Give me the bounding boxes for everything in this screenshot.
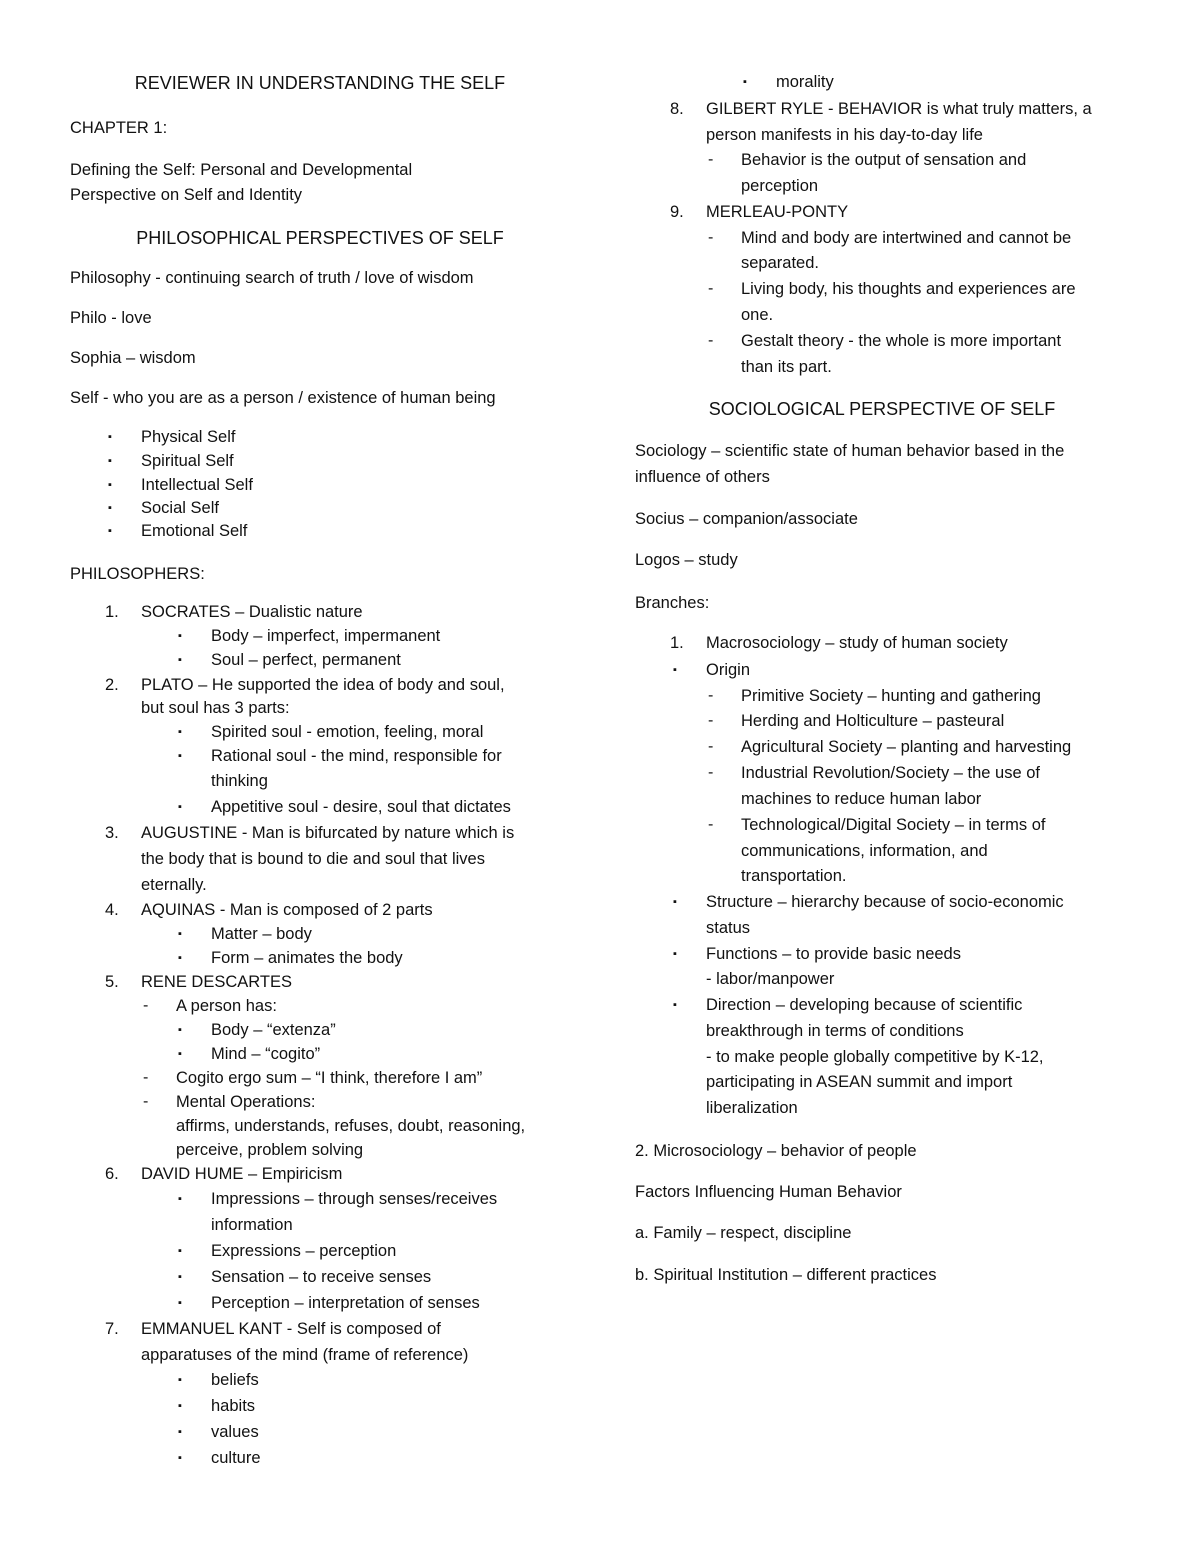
list-item-cont: communications, information, and xyxy=(741,842,988,860)
list-number: 6. xyxy=(105,1165,119,1183)
list-number: 7. xyxy=(105,1320,119,1338)
chapter-label: CHAPTER 1: xyxy=(70,119,168,137)
list-number: 1. xyxy=(670,634,684,652)
bullet-icon: ▪ xyxy=(673,896,677,908)
list-item: Emotional Self xyxy=(141,522,248,540)
list-item: Matter – body xyxy=(211,925,312,943)
list-item: Living body, his thoughts and experiences are xyxy=(741,280,1076,298)
philosopher-ryle: GILBERT RYLE - BEHAVIOR is what truly matters, a xyxy=(706,100,1092,118)
list-item: Agricultural Society – planting and harvesting xyxy=(741,738,1072,756)
philosopher-aquinas: AQUINAS - Man is composed of 2 parts xyxy=(141,901,433,919)
definition-philosophy: Philosophy - continuing search of truth / love of wisdom xyxy=(70,269,474,287)
list-item: Primitive Society – hunting and gathering xyxy=(741,687,1041,705)
list-item-cont: perception xyxy=(741,177,819,195)
list-item-cont: breakthrough in terms of conditions xyxy=(706,1022,964,1040)
definition-philo: Philo - love xyxy=(70,309,152,327)
philosopher-plato-cont: but soul has 3 parts: xyxy=(141,699,290,717)
list-item-cont: transportation. xyxy=(741,867,847,885)
bullet-icon: ▪ xyxy=(673,948,677,960)
dash-marker: - xyxy=(143,997,149,1014)
list-item: Mind – “cogito” xyxy=(211,1045,321,1063)
list-item-cont: thinking xyxy=(211,772,268,790)
dash-marker: - xyxy=(708,816,714,833)
bullet-icon: ▪ xyxy=(178,1193,182,1205)
philosopher-augustine-cont: eternally. xyxy=(141,876,207,894)
bullet-icon: ▪ xyxy=(108,479,112,491)
philosopher-augustine-cont: the body that is bound to die and soul that lives xyxy=(141,850,485,868)
list-item: beliefs xyxy=(211,1371,259,1389)
list-number: 1. xyxy=(105,603,119,621)
bullet-icon: ▪ xyxy=(178,1271,182,1283)
list-item: Physical Self xyxy=(141,428,236,446)
list-item: Sensation – to receive senses xyxy=(211,1268,432,1286)
list-item: Appetitive soul - desire, soul that dictates xyxy=(211,798,511,816)
list-item: Cogito ergo sum – “I think, therefore I am” xyxy=(176,1069,483,1087)
branches-label: Branches: xyxy=(635,594,710,612)
list-item-cont: machines to reduce human labor xyxy=(741,790,982,808)
philosopher-kant: EMMANUEL KANT - Self is composed of xyxy=(141,1320,441,1338)
list-number: 3. xyxy=(105,824,119,842)
bullet-icon: ▪ xyxy=(178,726,182,738)
list-item-cont: information xyxy=(211,1216,293,1234)
definition-socius: Socius – companion/associate xyxy=(635,510,858,528)
chapter-subtitle-line1: Defining the Self: Personal and Developmental xyxy=(70,161,413,179)
list-item-cont: separated. xyxy=(741,254,819,272)
bullet-icon: ▪ xyxy=(178,1297,182,1309)
list-item: Expressions – perception xyxy=(211,1242,397,1260)
factor-family: a. Family – respect, discipline xyxy=(635,1224,852,1242)
document-title: REVIEWER IN UNDERSTANDING THE SELF xyxy=(134,73,506,93)
list-item: Spirited soul - emotion, feeling, moral xyxy=(211,723,484,741)
list-item: Social Self xyxy=(141,499,219,517)
philosopher-merleau-ponty: MERLEAU-PONTY xyxy=(706,203,849,221)
list-item: Origin xyxy=(706,661,751,679)
definition-sociology-cont: influence of others xyxy=(635,468,770,486)
list-number: 8. xyxy=(670,100,684,118)
branch-microsociology: 2. Microsociology – behavior of people xyxy=(635,1142,917,1160)
list-item: Spiritual Self xyxy=(141,452,234,470)
list-item: Industrial Revolution/Society – the use of xyxy=(741,764,1041,782)
philosopher-augustine: AUGUSTINE - Man is bifurcated by nature which is xyxy=(141,824,515,842)
list-item: Structure – hierarchy because of socio-economic xyxy=(706,893,1064,911)
bullet-icon: ▪ xyxy=(178,654,182,666)
definition-sophia: Sophia – wisdom xyxy=(70,349,196,367)
bullet-icon: ▪ xyxy=(673,999,677,1011)
list-item: Herding and Holticulture – pasteural xyxy=(741,712,1005,730)
list-item: Rational soul - the mind, responsible for xyxy=(211,747,502,765)
list-item-cont: affirms, understands, refuses, doubt, reasoning, xyxy=(176,1117,526,1135)
list-item-cont: status xyxy=(706,919,751,937)
dash-marker: - xyxy=(708,332,714,349)
list-item: Form – animates the body xyxy=(211,949,403,967)
list-item-cont: than its part. xyxy=(741,358,832,376)
list-item: Direction – developing because of scientific xyxy=(706,996,1023,1014)
list-item-cont: perceive, problem solving xyxy=(176,1141,364,1159)
dash-marker: - xyxy=(708,687,714,704)
bullet-icon: ▪ xyxy=(178,630,182,642)
dash-marker: - xyxy=(708,738,714,755)
list-item: Impressions – through senses/receives xyxy=(211,1190,498,1208)
list-item: Functions – to provide basic needs xyxy=(706,945,961,963)
bullet-icon: ▪ xyxy=(178,1048,182,1060)
definition-sociology: Sociology – scientific state of human behavior based in the xyxy=(635,442,1065,460)
list-item-cont: - to make people globally competitive by K-12, xyxy=(706,1048,1044,1066)
list-item-cont: liberalization xyxy=(706,1099,798,1117)
list-item: Soul – perfect, permanent xyxy=(211,651,401,669)
list-number: 2. xyxy=(105,676,119,694)
list-item: Behavior is the output of sensation and xyxy=(741,151,1027,169)
chapter-subtitle-line2: Perspective on Self and Identity xyxy=(70,186,303,204)
philosophers-label: PHILOSOPHERS: xyxy=(70,565,205,583)
philosopher-descartes: RENE DESCARTES xyxy=(141,973,292,991)
list-item: Intellectual Self xyxy=(141,476,253,494)
bullet-icon: ▪ xyxy=(673,664,677,676)
dash-marker: - xyxy=(708,280,714,297)
bullet-icon: ▪ xyxy=(178,952,182,964)
list-item: Body – imperfect, impermanent xyxy=(211,627,441,645)
bullet-icon: ▪ xyxy=(743,76,747,88)
bullet-icon: ▪ xyxy=(178,750,182,762)
philosopher-kant-cont: apparatuses of the mind (frame of reference) xyxy=(141,1346,469,1364)
list-item: A person has: xyxy=(176,997,277,1015)
list-item-cont: participating in ASEAN summit and import xyxy=(706,1073,1013,1091)
factors-heading: Factors Influencing Human Behavior xyxy=(635,1183,902,1201)
list-item-cont: - labor/manpower xyxy=(706,970,835,988)
dash-marker: - xyxy=(143,1093,149,1110)
bullet-icon: ▪ xyxy=(178,1452,182,1464)
list-item: values xyxy=(211,1423,259,1441)
branch-macrosociology: Macrosociology – study of human society xyxy=(706,634,1008,652)
list-item: culture xyxy=(211,1449,261,1467)
bullet-icon: ▪ xyxy=(108,502,112,514)
philosopher-socrates: SOCRATES – Dualistic nature xyxy=(141,603,363,621)
list-item: Gestalt theory - the whole is more important xyxy=(741,332,1062,350)
list-item: morality xyxy=(776,73,834,91)
philosopher-hume: DAVID HUME – Empiricism xyxy=(141,1165,343,1183)
bullet-icon: ▪ xyxy=(108,455,112,467)
list-item: Mental Operations: xyxy=(176,1093,316,1111)
philosopher-ryle-cont: person manifests in his day-to-day life xyxy=(706,126,983,144)
dash-marker: - xyxy=(708,151,714,168)
bullet-icon: ▪ xyxy=(108,525,112,537)
bullet-icon: ▪ xyxy=(108,431,112,443)
dash-marker: - xyxy=(143,1069,149,1086)
list-number: 4. xyxy=(105,901,119,919)
factor-spiritual-institution: b. Spiritual Institution – different practices xyxy=(635,1266,937,1284)
dash-marker: - xyxy=(708,712,714,729)
section-heading-philosophical: PHILOSOPHICAL PERSPECTIVES OF SELF xyxy=(136,228,504,248)
philosopher-plato: PLATO – He supported the idea of body and soul, xyxy=(141,676,505,694)
bullet-icon: ▪ xyxy=(178,1024,182,1036)
dash-marker: - xyxy=(708,229,714,246)
dash-marker: - xyxy=(708,764,714,781)
list-item: Body – “extenza” xyxy=(211,1021,336,1039)
list-item: Technological/Digital Society – in terms of xyxy=(741,816,1046,834)
bullet-icon: ▪ xyxy=(178,1374,182,1386)
bullet-icon: ▪ xyxy=(178,1400,182,1412)
section-heading-sociological: SOCIOLOGICAL PERSPECTIVE OF SELF xyxy=(708,399,1056,419)
list-number: 5. xyxy=(105,973,119,991)
bullet-icon: ▪ xyxy=(178,928,182,940)
list-item-cont: one. xyxy=(741,306,774,324)
definition-self: Self - who you are as a person / existence of human being xyxy=(70,389,496,407)
definition-logos: Logos – study xyxy=(635,551,738,569)
list-item: habits xyxy=(211,1397,256,1415)
list-number: 9. xyxy=(670,203,684,221)
bullet-icon: ▪ xyxy=(178,801,182,813)
bullet-icon: ▪ xyxy=(178,1245,182,1257)
list-item: Perception – interpretation of senses xyxy=(211,1294,480,1312)
list-item: Mind and body are intertwined and cannot be xyxy=(741,229,1072,247)
bullet-icon: ▪ xyxy=(178,1426,182,1438)
